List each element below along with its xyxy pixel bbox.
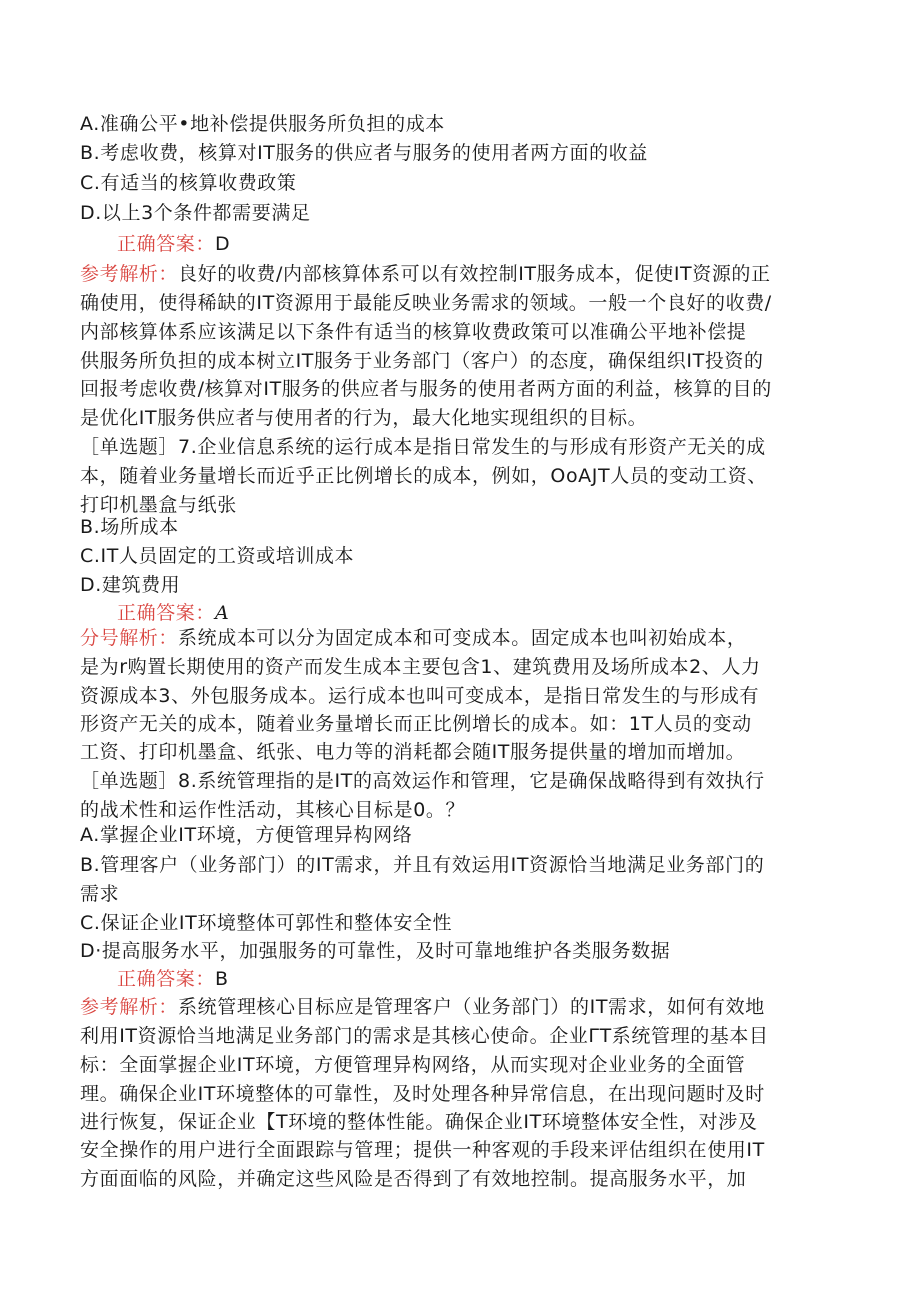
answer-label: 正确答案： xyxy=(117,233,216,255)
option-d: D·提高服务水平，加强服务的可靠性，及时可靠地维护各类服务数据 xyxy=(80,940,671,962)
option-c: C.有适当的核算收费政策 xyxy=(80,172,297,194)
analysis-line: 进行恢复，保证企业【T环境的整体性能。确保企业IT环境整体安全性，对涉及 xyxy=(80,1111,758,1133)
analysis-line: 工资、打印机墨盒、纸张、电力等的消耗都会随IT服务提供量的增加而增加。 xyxy=(80,741,746,763)
analysis-line: 安全操作的用户进行全面跟踪与管理；提供一种客观的手段来评估组织在使用IT xyxy=(80,1139,765,1161)
option-b-cont: 需求 xyxy=(80,883,120,905)
analysis-label: 参考解析： xyxy=(80,263,179,285)
question-stem: ［单选题］8.系统管理指的是IT的高效运作和管理，它是确保战略得到有效执行 xyxy=(80,770,765,792)
analysis-line: 是优化IT服务供应者与使用者的行为，最大化地实现组织的目标。 xyxy=(80,407,648,429)
option-d: D.建筑费用 xyxy=(80,574,181,596)
analysis-line: 内部核算体系应该满足以下条件有适当的核算收费政策可以准确公平地补偿提 xyxy=(80,321,747,343)
option-d: D.以上3个条件都需要满足 xyxy=(80,202,311,224)
analysis-line: 资源成本3、外包服务成本。运行成本也叫可变成本，是指日常发生的与形成有 xyxy=(80,685,760,707)
option-c: C.IT人员固定的工资或培训成本 xyxy=(80,545,355,567)
analysis-line: 方面面临的风险，并确定这些风险是否得到了有效地控制。提高服务水平，加 xyxy=(80,1168,747,1190)
analysis-line: 是为r购置长期使用的资产而发生成本主要包含1、建筑费用及场所成本2、人力 xyxy=(80,656,761,678)
option-a: A.掌握企业IT环境，方便管理异构网络 xyxy=(80,824,413,846)
analysis-line: 参考解析：良好的收费/内部核算体系可以有效控制IT服务成本，促使IT资源的正 xyxy=(80,263,771,285)
question-stem: 的战术性和运作性活动，其核心目标是0。？ xyxy=(80,799,466,821)
analysis-line: 分号解析：系统成本可以分为固定成本和可变成本。固定成本也叫初始成本， xyxy=(80,627,747,649)
option-a: A.准确公平•地补偿提供服务所负担的成本 xyxy=(80,113,445,135)
analysis-line: 利用IT资源恰当地满足业务部门的需求是其核心使命。企业ΓT系统管理的基本目 xyxy=(80,1025,769,1047)
question-stem: 打印机墨盒与纸张 xyxy=(80,494,237,516)
option-c: C.保证企业IT环境整体可郭性和整体安全性 xyxy=(80,912,453,934)
question-stem: ［单选题］7.企业信息系统的运行成本是指日常发生的与形成有形资产无关的成 xyxy=(80,436,766,458)
analysis-line: 回报考虑收费/核算对IT服务的供应者与服务的使用者两方面的利益，核算的目的 xyxy=(80,378,772,400)
analysis-line: 参考解析：系统管理核心目标应是管理客户（业务部门）的IT需求，如何有效地 xyxy=(80,996,765,1018)
answer-label: 正确答案： xyxy=(117,968,216,990)
analysis-line: 供服务所负担的成本树立IT服务于业务部门（客户）的态度，确保组织IT投资的 xyxy=(80,350,764,372)
correct-answer: 正确答案：A xyxy=(117,602,230,624)
option-b: B.考虑收费，核算对IT服务的供应者与服务的使用者两方面的收益 xyxy=(80,142,648,164)
answer-label: 正确答案： xyxy=(117,602,216,624)
analysis-label: 分号解析： xyxy=(80,627,179,649)
analysis-label: 参考解析： xyxy=(80,996,179,1018)
analysis-line: 形资产无关的成本，随着业务量增长而正比例增长的成本。如：1T人员的变动 xyxy=(80,713,752,735)
option-b: B.管理客户（业务部门）的IT需求，并且有效运用IT资源恰当地满足业务部门的 xyxy=(80,854,765,876)
option-b: B.场所成本 xyxy=(80,516,179,538)
analysis-line: 标：全面掌握企业IT环境，方便管理异构网络，从而实现对企业业务的全面管 xyxy=(80,1054,746,1076)
correct-answer: 正确答案：D xyxy=(117,233,231,255)
question-stem: 本，随着业务量增长而近乎正比例增长的成本，例如，OoAJT人员的变动工资、 xyxy=(80,465,767,487)
analysis-line: 理。确保企业IT环境整体的可靠性，及时处理各种异常信息，在出现问题时及时 xyxy=(80,1083,765,1105)
analysis-line: 确使用，使得稀缺的IT资源用于最能反映业务需求的领域。一般一个良好的收费/ xyxy=(80,292,772,314)
correct-answer: 正确答案：B xyxy=(117,968,229,990)
